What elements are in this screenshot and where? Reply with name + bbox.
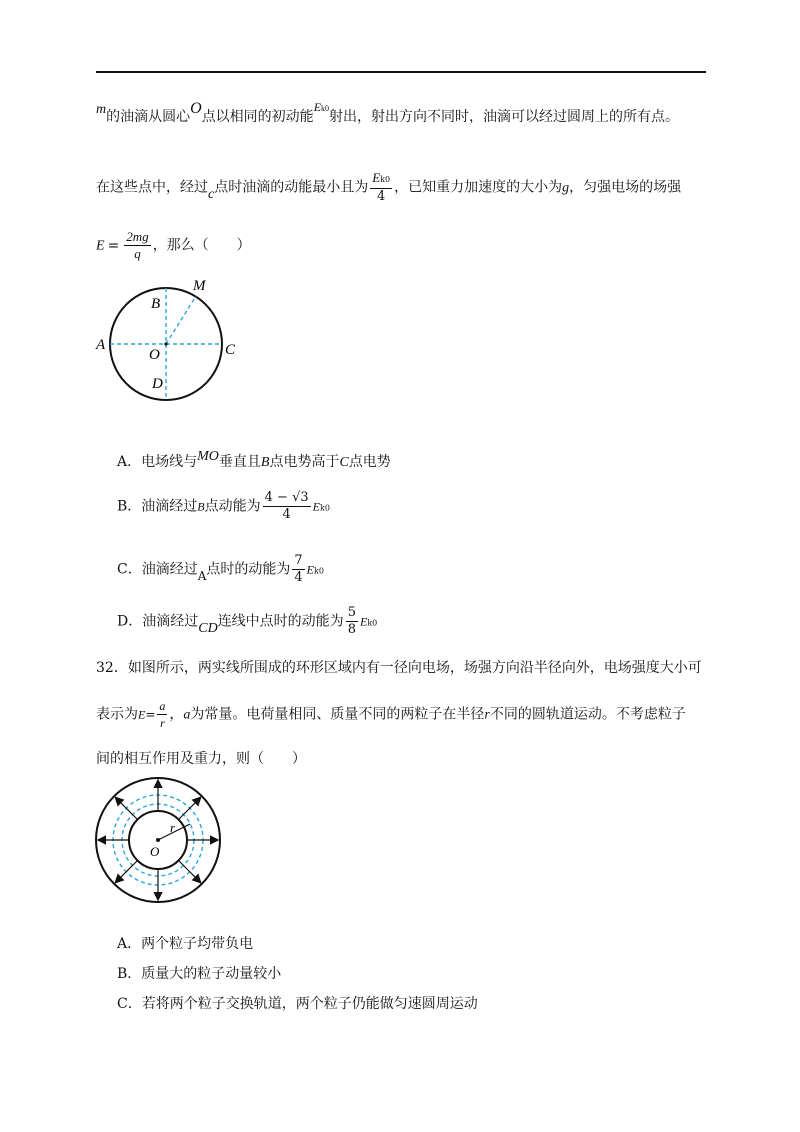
center-dot [164, 342, 167, 345]
var-c: c [208, 186, 215, 202]
q31-option-A[interactable]: A．电场线与MO垂直且B点电势高于C点电势 [117, 449, 391, 470]
label-A: A [96, 337, 106, 353]
label-O: O [149, 347, 160, 363]
equals: = [107, 237, 120, 254]
text: 在这些点中，经过 [96, 179, 208, 196]
text: ，那么（ ） [152, 237, 251, 254]
text: 射出，射出方向不同时，油滴可以经过圆周上的所有点。 [329, 109, 680, 125]
text: 点以相同的初动能 [201, 109, 314, 125]
q31-option-B[interactable]: B．油滴经过B点动能为 $\frac{4 - √3}{4}$ Ek0 [117, 490, 330, 522]
var-Ek0: Ek0 [313, 100, 330, 114]
q32-line3: 间的相互作用及重力，则（ ） [96, 751, 306, 767]
q32-annulus-figure [92, 774, 232, 914]
text: 的油滴从圆心 [106, 109, 191, 125]
fraction-4-minus-sqrt3-over-4: $\frac{4 - √3}{4}$ [264, 490, 309, 522]
var-O: O [190, 100, 202, 117]
text: ，已知重力加速度的大小为 [394, 179, 563, 196]
q32-line2: 表示为E= $\frac{a}{r}$ ，a为常量。电荷量相同、质量不同的两粒子在半径r不同的圆轨道运动。不考虑粒子 [96, 699, 686, 730]
q31-option-D[interactable]: D．油滴经过CD连线中点时的动能为 $\frac{5}{8}$ Ek0 [117, 605, 378, 637]
fraction-5-over-8: $\frac{5}{8}$ [347, 605, 356, 637]
var-g: g [562, 180, 570, 196]
fraction-2mg-over-q: $\frac{2mg}{q}$ [126, 229, 149, 261]
radius-OM [166, 296, 196, 344]
center-dot [156, 838, 160, 842]
q31-circle-figure [94, 276, 254, 416]
text: ，匀强电场的场强 [569, 179, 682, 196]
q32-option-A[interactable]: A．两个粒子均带负电 [117, 936, 254, 952]
fraction-7-over-4: $\frac{7}{4}$ [294, 553, 303, 585]
var-m: m [96, 102, 107, 117]
label-C: C [225, 342, 236, 358]
fraction-a-over-r: $\frac{a}{r}$ [159, 699, 166, 730]
label-r: r [170, 820, 176, 835]
label-O: O [150, 844, 160, 859]
header-rule [96, 71, 706, 73]
q31-line1 [96, 100, 680, 126]
label-B: B [151, 296, 161, 312]
var-E: E [96, 238, 105, 254]
label-D: D [152, 376, 163, 392]
text: 点时油滴的动能最小且为 [214, 179, 369, 196]
fraction-ek0-over-4: $\frac{Ek0}{4}$ [372, 170, 391, 204]
q31-line3 [96, 229, 251, 262]
label-M: M [193, 278, 206, 294]
q32-option-B[interactable]: B．质量大的粒子动量较小 [117, 966, 282, 982]
q31-option-C[interactable]: C．油滴经过A点时的动能为 $\frac{7}{4}$ Ek0 [117, 553, 324, 585]
q31-line2 [96, 170, 681, 205]
q32-line1: 32．如图所示，两实线所围成的环形区域内有一径向电场，场强方向沿半径向外，电场强度大小可 [96, 660, 702, 676]
q32-option-C[interactable]: C．若将两个粒子交换轨道，两个粒子仍能做匀速圆周运动 [117, 996, 478, 1012]
